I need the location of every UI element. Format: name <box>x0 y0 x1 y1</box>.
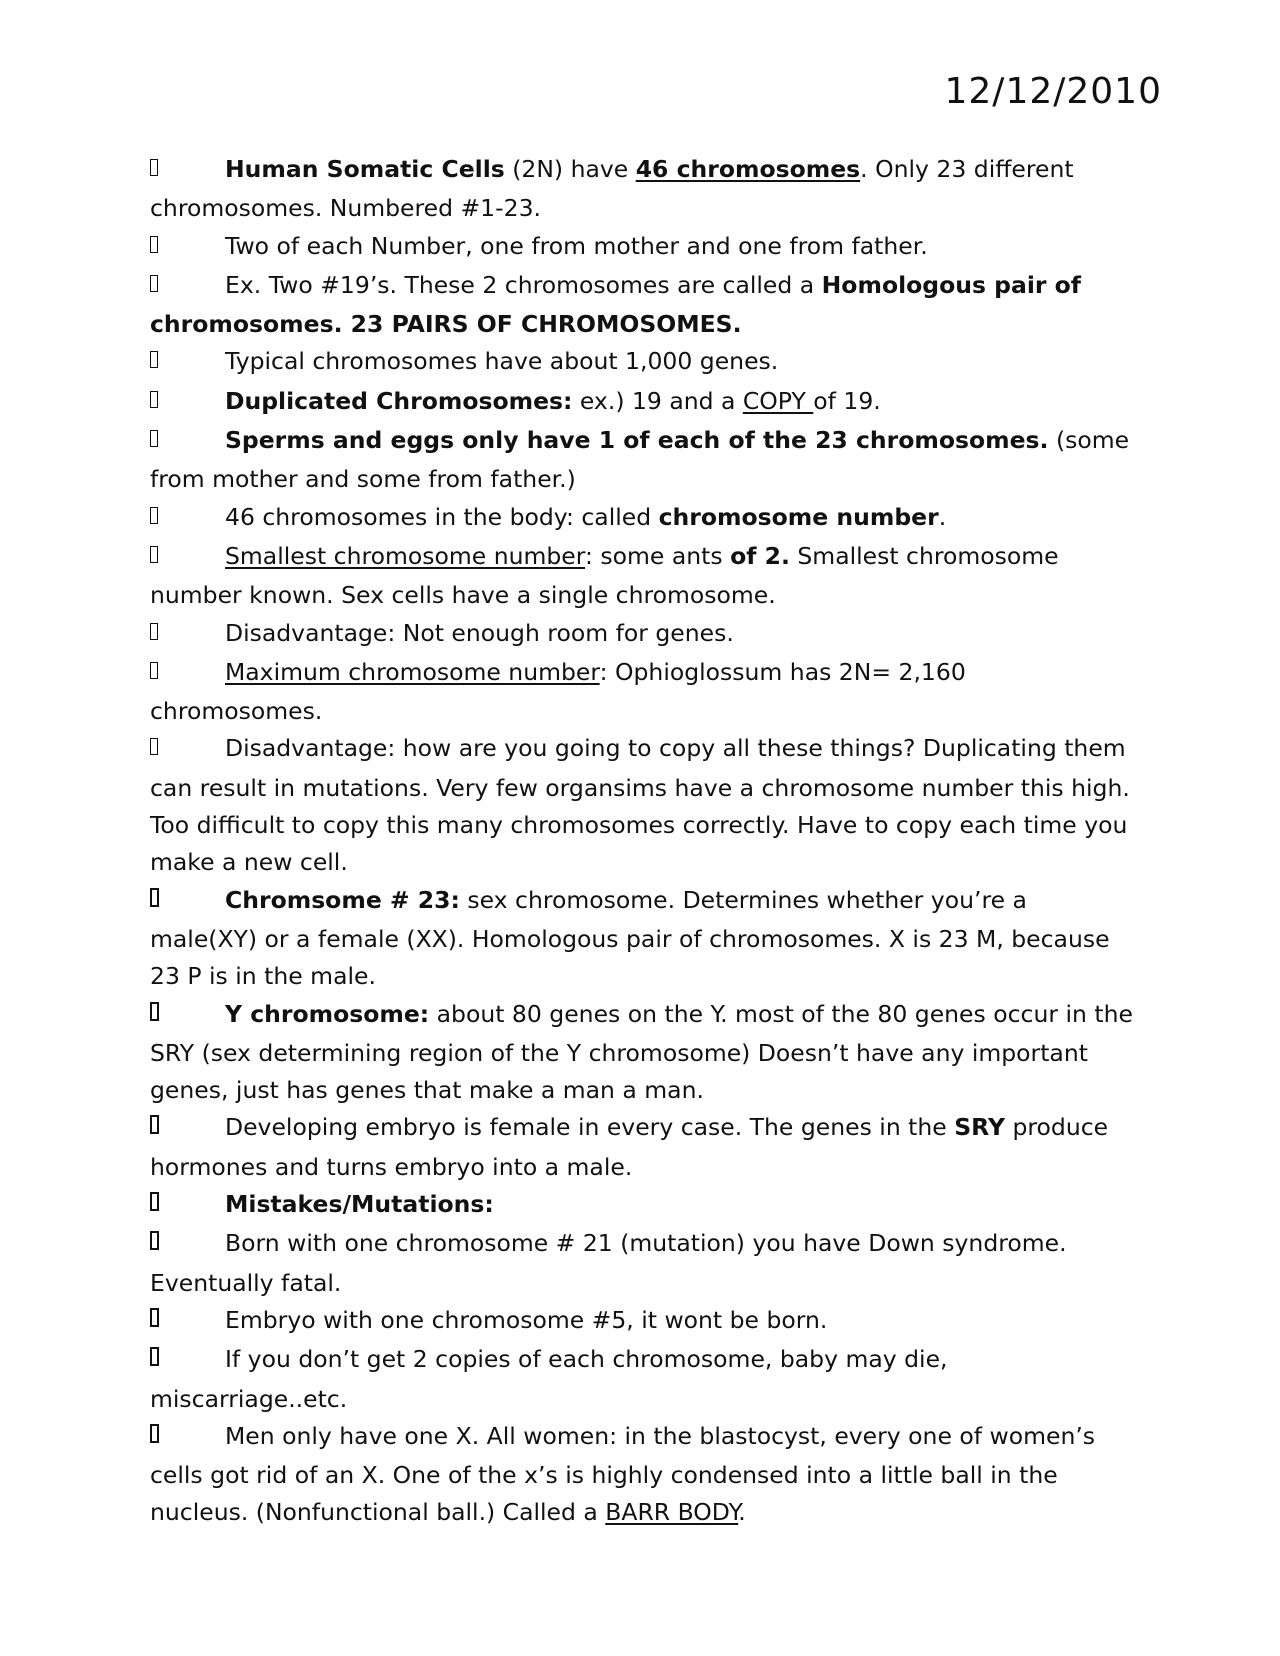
bullet-box-icon <box>150 1111 225 1148</box>
list-item <box>150 730 1140 881</box>
text-run: Disadvantage: Not enough room for genes. <box>225 618 734 647</box>
bullet-box-icon <box>150 501 225 538</box>
list-item <box>150 1225 1140 1302</box>
term-homologous-pair: Homologous pair of chromosomes. 23 PAIRS OF CHROMOSOMES. <box>150 270 1082 339</box>
term-chromosome-number: chromosome number <box>658 502 939 531</box>
text-run: : some ants <box>585 541 731 570</box>
text-run: If you don’t get 2 copies of each chromosome, baby may die, miscarriage..etc. <box>150 1345 948 1413</box>
list-item <box>150 538 1140 615</box>
bullet-box-icon <box>150 230 225 267</box>
text-run: Disadvantage: how are you going to copy all these things? Duplicating them can result in mutations. Very few organsims have a chromosome number this high. Too difficult to copy this many chromosomes correctly. Have to copy each time you make a new cell. <box>150 734 1130 877</box>
text-run: sex chromosome. Determines whether you’re a male(XY) or a female (XX). Homologous pair of chromosomes. X is 23 M, because 23 P is in the male. <box>150 885 1110 991</box>
term-duplicated-chromosomes: Duplicated Chromosomes: <box>225 386 573 415</box>
bullet-box-icon <box>150 1420 225 1457</box>
bullet-box-icon <box>150 884 225 921</box>
list-item <box>150 996 1140 1110</box>
term-sperms-and-eggs: Sperms and eggs only have 1 of each of the 23 chromosomes. <box>225 426 1049 455</box>
text-run: Born with one chromosome # 21 (mutation) you have Down syndrome. Eventually fatal. <box>150 1229 1067 1297</box>
text-run: . <box>938 502 947 531</box>
text-run: Typical chromosomes have about 1,000 genes. <box>225 347 779 376</box>
bullet-box-icon <box>150 540 225 577</box>
text-run: Ex. Two #19’s. These 2 chromosomes are called a <box>225 270 822 299</box>
list-item <box>150 1341 1140 1418</box>
text-run: (2N) have <box>504 155 636 183</box>
bullet-box-icon <box>150 153 225 190</box>
list-item <box>150 151 1140 228</box>
list-item <box>150 343 1140 382</box>
text-run: produce hormones and turns embryo into a male. <box>150 1113 1109 1181</box>
bullet-box-icon <box>150 998 225 1035</box>
document-date: 12/12/2010 <box>944 71 1162 112</box>
underlined-maximum-chromosome-number: Maximum chromosome number <box>225 657 600 686</box>
text-run: . Only 23 different chromosomes. Numbered #1-23. <box>150 155 1074 223</box>
text-run: Men only have one X. All women: in the blastocyst, every one of women’s cells got rid of an X. One of the x’s is highly condensed into a little ball in the nucleus. (Nonfunctional ball.) Called a <box>150 1421 1096 1527</box>
list-item <box>150 1302 1140 1341</box>
text-run: of 19. <box>813 386 881 415</box>
text-run: ex.) 19 and a <box>572 386 743 415</box>
bullet-box-icon <box>150 345 225 382</box>
term-of-2: of 2. <box>730 541 790 570</box>
term-sry: SRY <box>954 1113 1005 1142</box>
underlined-copy: COPY <box>742 386 814 415</box>
bullet-box-icon <box>150 1227 225 1264</box>
lecture-notes <box>150 151 1140 1532</box>
list-item <box>150 882 1140 996</box>
list-item <box>150 267 1140 344</box>
bullet-box-icon <box>150 1304 225 1341</box>
list-item <box>150 228 1140 267</box>
bullet-box-icon <box>150 424 225 461</box>
list-item <box>150 615 1140 654</box>
heading-mistakes-mutations: Mistakes/Mutations: <box>225 1190 494 1219</box>
text-run: about 80 genes on the Y. most of the 80 genes occur in the SRY (sex determining region of the Y chromosome) Doesn’t have any important genes, just has genes that make a man a man. <box>150 999 1133 1105</box>
list-item <box>150 654 1140 731</box>
list-item <box>150 1186 1140 1225</box>
text-run: : Ophioglossum has 2N= 2,160 chromosomes. <box>150 657 966 726</box>
text-run: (some from mother and some from father.) <box>150 426 1130 494</box>
text-run: . <box>738 1498 746 1527</box>
text-run: Smallest chromosome number known. Sex cells have a single chromosome. <box>150 541 1059 610</box>
text-run: Developing embryo is female in every case. The genes in the <box>225 1113 955 1142</box>
term-chromsome-23: Chromsome # 23: <box>225 885 460 914</box>
term-human-somatic-cells: Human Somatic Cells <box>225 155 505 183</box>
bullet-box-icon <box>150 1343 225 1380</box>
bullet-box-icon <box>150 617 225 654</box>
bullet-box-icon <box>150 385 225 422</box>
term-46-chromosomes: 46 chromosomes <box>635 155 861 183</box>
text-run: Embryo with one chromosome #5, it wont be born. <box>225 1305 828 1334</box>
bullet-box-icon <box>150 269 225 306</box>
list-item <box>150 1109 1140 1186</box>
bullet-box-icon <box>150 656 225 693</box>
list-item <box>150 499 1140 538</box>
text-run: 46 chromosomes in the body: called <box>225 502 659 531</box>
list-item <box>150 422 1140 499</box>
bullet-box-icon <box>150 1188 225 1225</box>
underlined-barr-body: BARR BODY <box>605 1498 739 1527</box>
list-item <box>150 383 1140 422</box>
term-y-chromosome: Y chromosome: <box>225 999 430 1028</box>
list-item <box>150 1418 1140 1532</box>
underlined-smallest-chromosome-number: Smallest chromosome number <box>225 541 586 570</box>
text-run: Two of each Number, one from mother and one from father. <box>225 231 928 260</box>
bullet-box-icon <box>150 732 225 769</box>
